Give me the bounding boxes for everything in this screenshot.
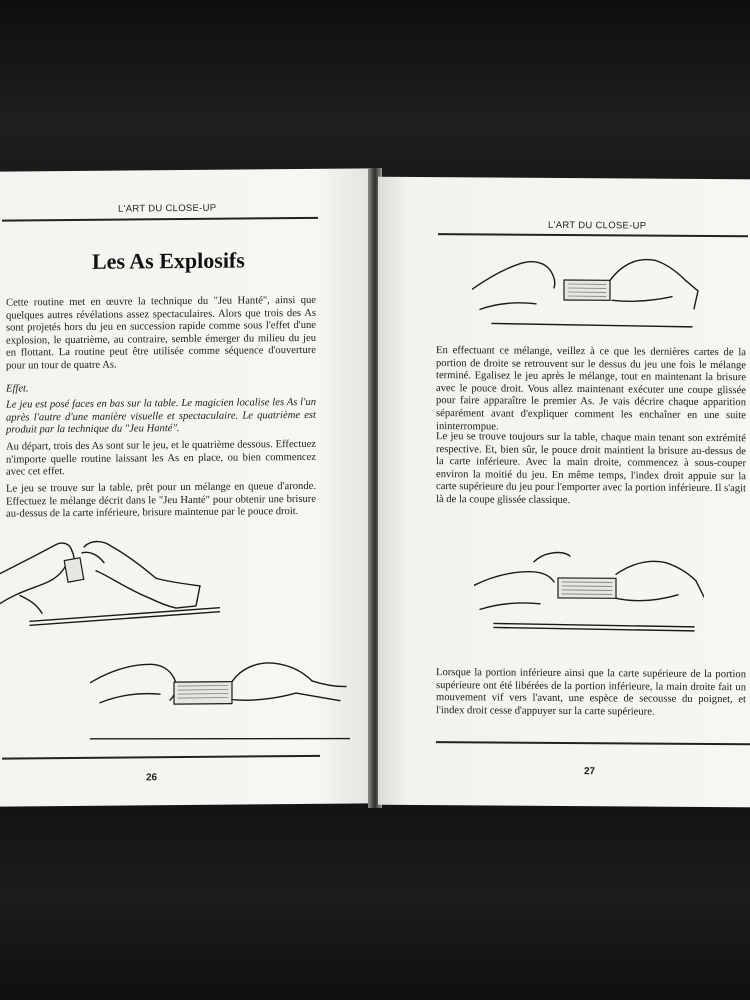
setup-paragraph: Au départ, trois des As sont sur le jeu, et le quatrième dessous. Effectuez n'importe quelle routine laissant les As en place, ou bien commencez avec cet effet. bbox=[6, 438, 316, 478]
shuffle-continued-paragraph: En effectuant ce mélange, veillez à ce que les dernières cartes de la portion de droite se retrouvent sur le dessus du jeu une fois le mélange terminé. Egalisez le jeu après le mélange, tout en maintenant la brisure avec le pouce droit. Vous allez maintenant exécuter une coupe glissée pour faire apparaître le premier As. Je vais décrire chaque apparition séparément avant d'expliquer comment les enchaîner en une suite ininterrompue. bbox=[436, 345, 746, 433]
effect-paragraph: Le jeu est posé faces en bas sur la table. Le magicien localise les As l'un après l'autre d'une manière visuelle et spectaculaire. Le quatrième est produit par la technique du "Jeu Hanté". bbox=[6, 396, 316, 436]
right-footer-rule bbox=[436, 741, 750, 745]
release-paragraph: Lorsque la portion inférieure ainsi que la carte supérieure de la portion supérieure ont été libérées de la portion inférieure, la main droite fait un mouvement vif vers l'avant, une espèce de secousse du poignet, et l'index droit cesse d'appuyer sur la carte supérieure. bbox=[436, 667, 746, 718]
right-page bbox=[378, 177, 750, 808]
deck-cut-illustration bbox=[90, 641, 350, 753]
intro-paragraph: Cette routine met en œuvre la technique du "Jeu Hanté", ainsi que quelques autres révélations assez spectaculaires. Alors que trois des As sont projetés hors du jeu en succession rapide comme sous l'effet d'une explosion, le quatrième, au contraire, semble émerger du milieu du jeu en flottant. La routine peut être utilisée comme séquence d'ouverture pour un tour de quatre As. bbox=[6, 294, 316, 372]
left-header-rule bbox=[2, 217, 318, 221]
left-running-head: L'ART DU CLOSE-UP bbox=[118, 202, 217, 215]
shuffle-paragraph: Le jeu se trouve sur la table, prêt pour un mélange en queue d'aronde. Effectuez le mélange décrit dans le "Jeu Hanté" pour obtenir une brisure au-dessus de la carte inférieure, brisure maintenue par le pouce droit. bbox=[6, 480, 316, 520]
slip-cut-paragraph: Le jeu se trouve toujours sur la table, chaque main tenant son extrémité respective. Et, bien sûr, le pouce droit maintient la brisure au-dessus de la carte inférieure. Avec la main droite, commencez à sous-couper environ la moitié du jeu. En même temps, l'index droit appuie sur la carte supérieure du jeu pour l'emporter avec la portion inférieure. Il s'agit là de la coupe glissée classique. bbox=[436, 431, 746, 506]
hands-holding-deck-illustration bbox=[472, 249, 702, 341]
left-footer-rule bbox=[2, 755, 320, 759]
chapter-title: Les As Explosifs bbox=[92, 247, 245, 274]
right-running-head: L'ART DU CLOSE-UP bbox=[548, 219, 647, 232]
hands-squaring-deck-illustration bbox=[0, 532, 220, 644]
slip-cut-illustration bbox=[474, 541, 704, 643]
right-page-number: 27 bbox=[584, 766, 596, 778]
left-page bbox=[0, 168, 372, 806]
table-surface-bottom bbox=[0, 790, 750, 1000]
right-header-rule bbox=[438, 233, 748, 237]
effect-heading: Effet. bbox=[6, 383, 29, 395]
left-page-number: 26 bbox=[146, 772, 158, 784]
